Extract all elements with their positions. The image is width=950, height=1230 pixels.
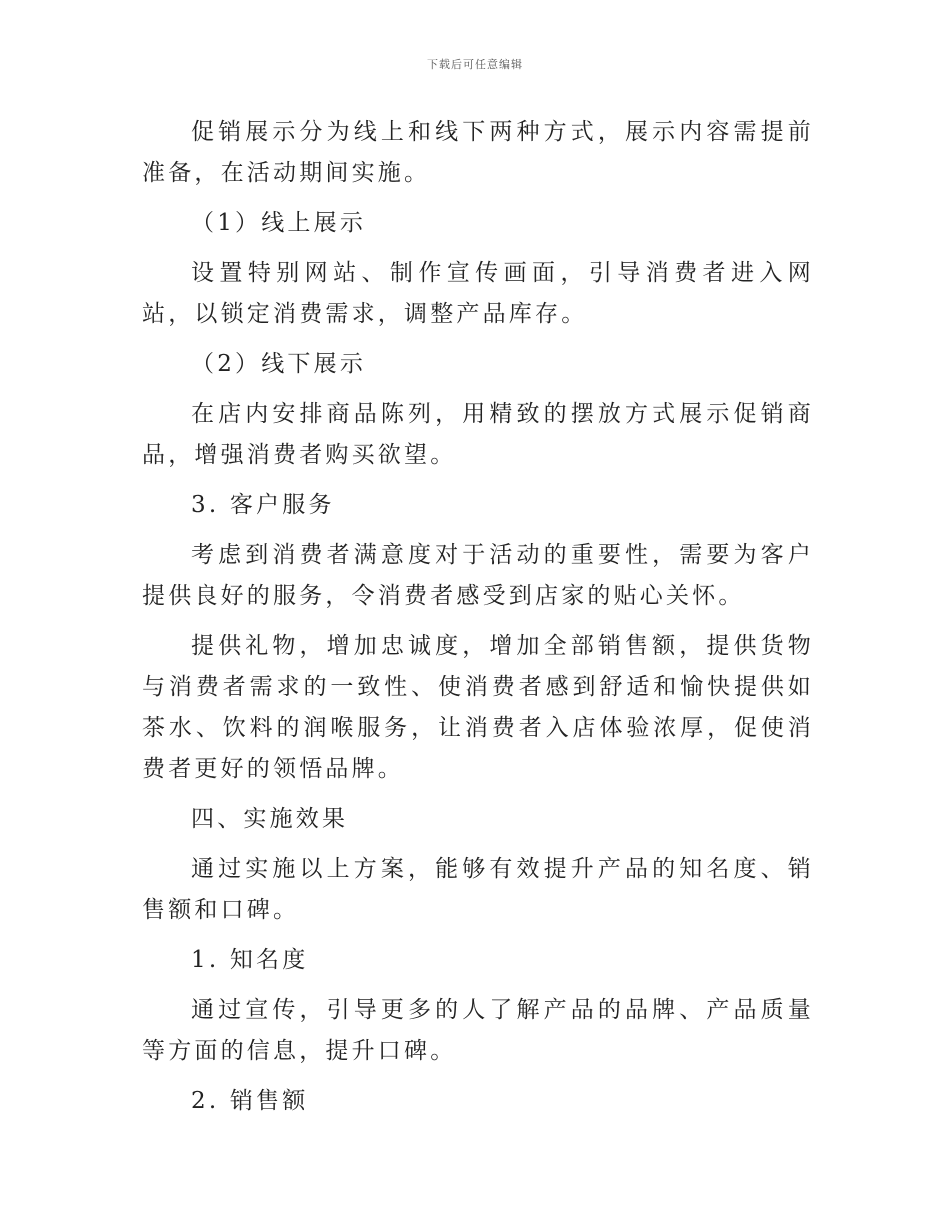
paragraph-promo-display: 促销展示分为线上和线下两种方式，展示内容需提前准备，在活动期间实施。	[142, 119, 814, 186]
heading-online-display: （1）线上展示	[191, 210, 367, 236]
heading-awareness: 1. 知名度	[191, 947, 309, 973]
paragraph-customer-service: 考虑到消费者满意度对于活动的重要性，需要为客户提供良好的服务，令消费者感受到店家的贴心关怀。	[142, 542, 814, 609]
paragraph-offline-display: 在店内安排商品陈列，用精致的摆放方式展示促销商品，增强消费者购买欲望。	[142, 401, 814, 468]
paragraph-gifts: 提供礼物，增加忠诚度，增加全部销售额，提供货物与消费者需求的一致性、使消费者感到舒适和愉快提供如茶水、饮料的润喉服务，让消费者入店体验浓厚，促使消费者更好的领悟品牌。	[142, 633, 814, 782]
heading-sales: 2. 销售额	[191, 1088, 309, 1114]
paragraph-online-display: 设置特别网站、制作宣传画面，引导消费者进入网站，以锁定消费需求，调整产品库存。	[142, 260, 814, 327]
page-header: 下载后可任意编辑	[427, 58, 523, 71]
paragraph-implementation-effect: 通过实施以上方案，能够有效提升产品的知名度、销售额和口碑。	[142, 856, 814, 923]
heading-offline-display: （2）线下展示	[191, 351, 367, 377]
heading-implementation-effect: 四、实施效果	[191, 806, 349, 832]
heading-customer-service: 3. 客户服务	[191, 492, 335, 518]
document-body	[142, 112, 814, 1131]
paragraph-awareness: 通过宣传，引导更多的人了解产品的品牌、产品质量等方面的信息，提升口碑。	[142, 997, 814, 1064]
